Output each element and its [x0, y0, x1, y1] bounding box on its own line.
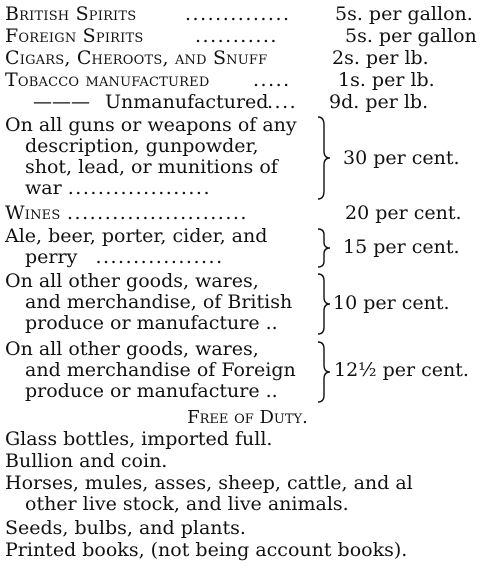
foreign-goods-block: [5, 339, 320, 402]
guns-dots: ...................: [67, 177, 211, 199]
foreign-goods-brace: [316, 340, 332, 404]
tobacco-manufactured-label: [5, 70, 209, 91]
british-goods-block: [5, 271, 320, 334]
british-spirits-label: British Spirits: [5, 3, 137, 25]
guns-brace: [316, 115, 332, 201]
ale-block: [5, 226, 320, 268]
cigars-label: Cigars, Cheroots, and Snuff: [5, 47, 268, 69]
free-item-seeds: Seeds, bulbs, and plants.: [5, 517, 246, 539]
ale-line-1: Ale, beer, porter, cider, and: [5, 225, 268, 247]
free-item-livestock: [5, 473, 413, 515]
guns-line-3: shot, lead, or munitions of: [25, 156, 278, 178]
ale-perry-text: perry: [25, 246, 78, 268]
free-of-duty-heading: Free of Duty.: [187, 407, 308, 428]
foreign-spirits-rate: 5s. per gallon: [345, 25, 477, 47]
tobacco-unmanufactured-label: Unmanufactured: [105, 91, 269, 113]
cigars-rate: 2s. per lb.: [332, 47, 429, 69]
foreign-spirits-dots: ...........: [195, 25, 278, 47]
guns-line-2: description, gunpowder,: [25, 135, 259, 157]
british-goods-line-3: produce or manufacture ..: [25, 312, 278, 334]
foreign-goods-rate: 12½ per cent.: [334, 359, 469, 381]
guns-line-1: On all guns or weapons of any: [5, 114, 297, 136]
free-item-bullion: Bullion and coin.: [5, 450, 168, 472]
tobacco-manufactured-text: Tobacco manufactured: [5, 69, 210, 91]
tobacco-unmanufactured-dots: ....: [267, 91, 298, 113]
tobacco-manufactured-rate: 1s. per lb.: [338, 69, 435, 91]
guns-rate: 30 per cent.: [343, 147, 460, 169]
guns-war-text: war: [25, 177, 62, 199]
british-goods-brace: [316, 272, 332, 336]
foreign-goods-line-2: and merchandise of Foreign: [25, 359, 296, 381]
ale-rate: 15 per cent.: [343, 236, 460, 258]
wines-rate: 20 per cent.: [345, 202, 462, 224]
foreign-goods-line-3: produce or manufacture ..: [25, 380, 278, 402]
free-item-livestock-line-2: other live stock, and live animals.: [25, 493, 349, 515]
foreign-goods-line-1: On all other goods, wares,: [5, 338, 259, 360]
british-goods-rate: 10 per cent.: [333, 292, 450, 314]
tobacco-unmanufactured-rate: 9d. per lb.: [329, 91, 429, 113]
british-goods-line-1: On all other goods, wares,: [5, 270, 259, 292]
tobacco-unmanufactured-dash: ———: [33, 91, 90, 113]
wines-label: Wines: [5, 202, 61, 224]
ale-brace: [316, 227, 332, 269]
british-spirits-rate: 5s. per gallon.: [335, 3, 473, 25]
tobacco-manufactured-dots: .....: [253, 69, 291, 91]
free-item-livestock-line-1: Horses, mules, asses, sheep, cattle, and al: [5, 472, 413, 494]
ale-line-2: [5, 247, 320, 268]
free-item-glass-bottles: Glass bottles, imported full.: [5, 428, 273, 450]
wines-dots: ........................: [67, 202, 248, 224]
british-goods-line-2: and merchandise, of British: [25, 291, 293, 313]
foreign-spirits-label: Foreign Spirits: [5, 25, 144, 47]
guns-block: [5, 115, 320, 199]
free-item-printed-books: Printed books, (not being account books).: [5, 539, 408, 561]
british-spirits-dots: ..............: [185, 3, 291, 25]
guns-line-4: [5, 178, 320, 199]
ale-dots: .................: [95, 246, 224, 268]
